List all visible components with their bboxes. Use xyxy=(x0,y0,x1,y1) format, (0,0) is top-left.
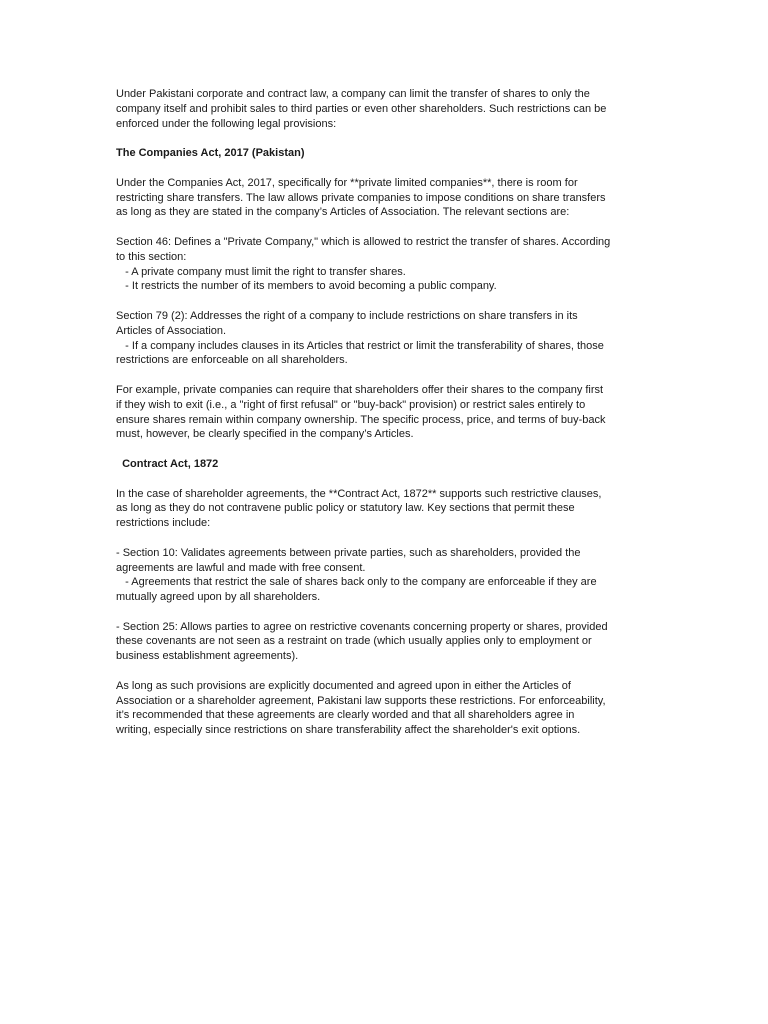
paragraph-line: it’s recommended that these agreements are clearly worded and that all shareholders agree in xyxy=(116,709,575,722)
paragraph-line: as long as they do not contravene public policy or statutory law. Key sections that permit these xyxy=(116,502,575,515)
heading-text: The Companies Act, 2017 (Pakistan) xyxy=(116,147,305,160)
section-25-paragraph xyxy=(116,620,656,664)
paragraph-line: - Section 10: Validates agreements between private parties, such as shareholders, provided the xyxy=(116,546,581,559)
document-page xyxy=(116,87,656,753)
paragraph-line: as long as they are stated in the company’s Articles of Association. The relevant sections are: xyxy=(116,206,570,219)
paragraph-line: Under the Companies Act, 2017, specifically for **private limited companies**, there is room for xyxy=(116,176,578,189)
paragraph-line: As long as such provisions are explicitly documented and agreed upon in either the Articles of xyxy=(116,679,571,692)
paragraph-line: - Section 25: Allows parties to agree on restrictive covenants concerning property or shares, provided xyxy=(116,620,608,633)
paragraph-line: For example, private companies can require that shareholders offer their shares to the company first xyxy=(116,383,604,396)
paragraph-line: enforced under the following legal provisions: xyxy=(116,117,337,130)
section-46-paragraph xyxy=(116,235,656,294)
paragraph-line: ensure shares remain within company ownership. The specific process, price, and terms of buy-back xyxy=(116,413,606,426)
paragraph-line: to this section: xyxy=(116,250,187,263)
section-10-paragraph xyxy=(116,546,656,605)
contract-act-intro-paragraph xyxy=(116,487,656,531)
paragraph-line: if they wish to exit (i.e., a "right of first refusal" or "buy-back" provision) or restrict sales entirely to xyxy=(116,398,586,411)
paragraph-line: Under Pakistani corporate and contract law, a company can limit the transfer of shares to only the xyxy=(116,88,590,100)
companies-act-heading xyxy=(116,146,656,161)
conclusion-paragraph xyxy=(116,679,656,738)
paragraph-line: Section 79 (2): Addresses the right of a company to include restrictions on share transfers in its xyxy=(116,309,578,322)
paragraph-line: must, however, be clearly specified in the company’s Articles. xyxy=(116,428,414,441)
paragraph-line: mutually agreed upon by all shareholders. xyxy=(116,591,321,604)
paragraph-line: Association or a shareholder agreement, Pakistani law supports these restrictions. For enforceability, xyxy=(116,694,606,707)
paragraph-line: - A private company must limit the right to transfer shares. xyxy=(116,265,406,278)
section-79-paragraph xyxy=(116,309,656,368)
paragraph-line: writing, especially since restrictions on share transferability affect the shareholder's exit options. xyxy=(116,724,581,737)
paragraph-line: these covenants are not seen as a restraint on trade (which usually applies only to employment or xyxy=(116,635,592,648)
paragraph-line: restricting share transfers. The law allows private companies to impose conditions on share transfers xyxy=(116,191,606,204)
paragraph-line: - If a company includes clauses in its Articles that restrict or limit the transferability of shares, those xyxy=(116,339,604,352)
paragraph-line: - Agreements that restrict the sale of shares back only to the company are enforceable if they are xyxy=(116,576,597,589)
paragraph-line: Section 46: Defines a "Private Company," which is allowed to restrict the transfer of shares. According xyxy=(116,235,611,248)
paragraph-line: restrictions include: xyxy=(116,517,211,530)
paragraph-line: - It restricts the number of its members to avoid becoming a public company. xyxy=(116,280,497,293)
contract-act-heading xyxy=(116,457,656,472)
paragraph-line: In the case of shareholder agreements, the **Contract Act, 1872** supports such restrictive clauses, xyxy=(116,487,602,500)
companies-act-intro-paragraph xyxy=(116,176,656,220)
example-paragraph xyxy=(116,383,656,442)
paragraph-line: company itself and prohibit sales to third parties or even other shareholders. Such restrictions can be xyxy=(116,102,607,115)
intro-paragraph xyxy=(116,87,656,131)
paragraph-line: restrictions are enforceable on all shareholders. xyxy=(116,354,348,367)
paragraph-line: Articles of Association. xyxy=(116,324,227,337)
paragraph-line: agreements are lawful and made with free consent. xyxy=(116,561,366,574)
paragraph-line: business establishment agreements). xyxy=(116,650,299,663)
heading-text: Contract Act, 1872 xyxy=(116,457,219,470)
